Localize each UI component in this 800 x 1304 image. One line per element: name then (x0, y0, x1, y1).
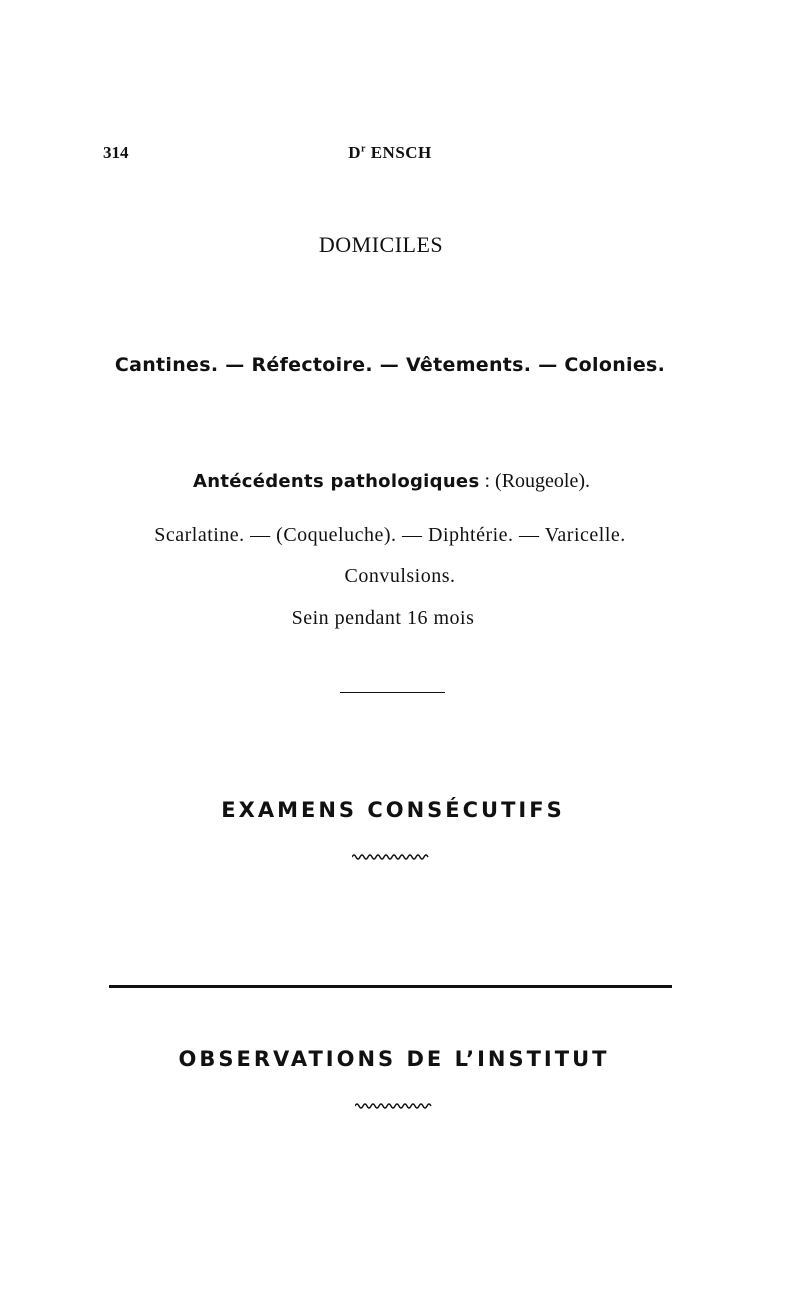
author-superscript: r (361, 143, 366, 155)
wavy-ornament-icon (352, 853, 430, 861)
antecedents-separator: : (479, 470, 496, 492)
author-prefix: D (348, 143, 361, 162)
cantines-line: Cantines. — Réfectoire. — Vêtements. — Colonies. (114, 354, 666, 376)
sein-line: Sein pendant 16 mois (291, 607, 475, 629)
observations-heading: OBSERVATIONS DE L’INSTITUT (178, 1047, 610, 1071)
thick-horizontal-rule (109, 985, 672, 988)
section-divider-rule (340, 692, 445, 693)
antecedents-line (193, 470, 590, 493)
running-head (0, 143, 780, 163)
examens-heading: EXAMENS CONSÉCUTIFS (221, 798, 565, 822)
page-number: 314 (103, 143, 129, 162)
convulsions-line: Convulsions. (344, 565, 456, 587)
author-name: ENSCH (370, 143, 432, 162)
scarlatine-line: Scarlatine. — (Coqueluche). — Diphtérie. — Varicelle. (154, 524, 626, 546)
domiciles-heading: DOMICILES (318, 232, 444, 257)
wavy-ornament-icon (355, 1102, 433, 1110)
antecedents-value: (Rougeole). (495, 470, 591, 492)
antecedents-label: Antécédents pathologiques (193, 471, 480, 492)
